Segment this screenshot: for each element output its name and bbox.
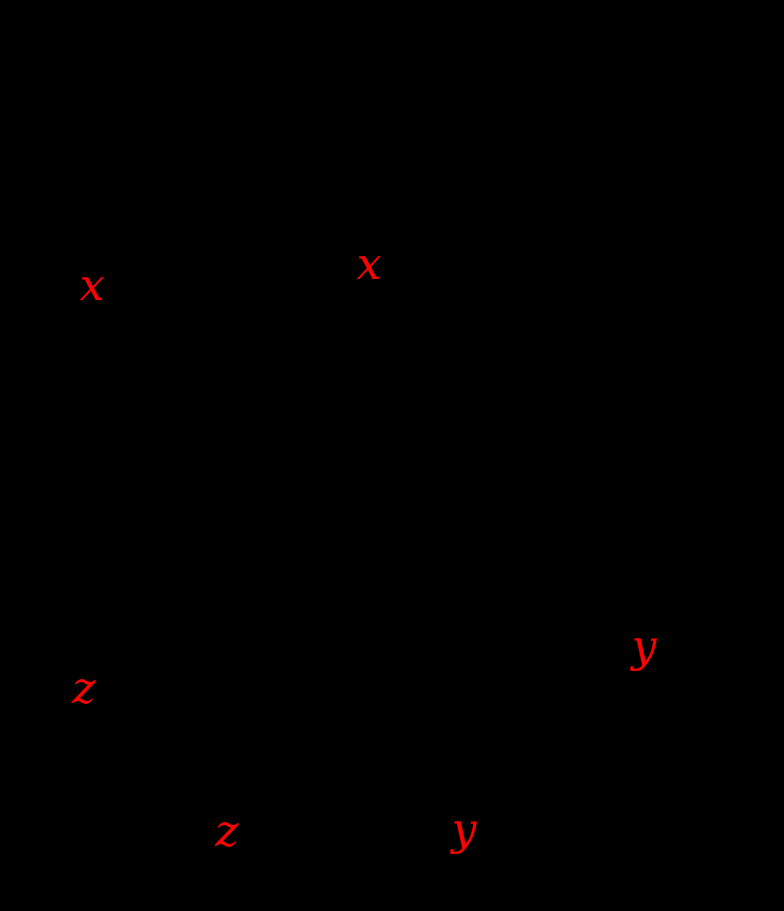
axis-label-z-bottom: z: [215, 806, 239, 857]
axis-label-y-right: y: [631, 621, 657, 672]
axis-label-y-bottom: y: [451, 804, 477, 855]
axis-label-x-upper-left: x: [79, 260, 105, 311]
axis-label-x-upper-center: x: [356, 239, 382, 290]
axis-label-z-left: z: [72, 663, 96, 714]
